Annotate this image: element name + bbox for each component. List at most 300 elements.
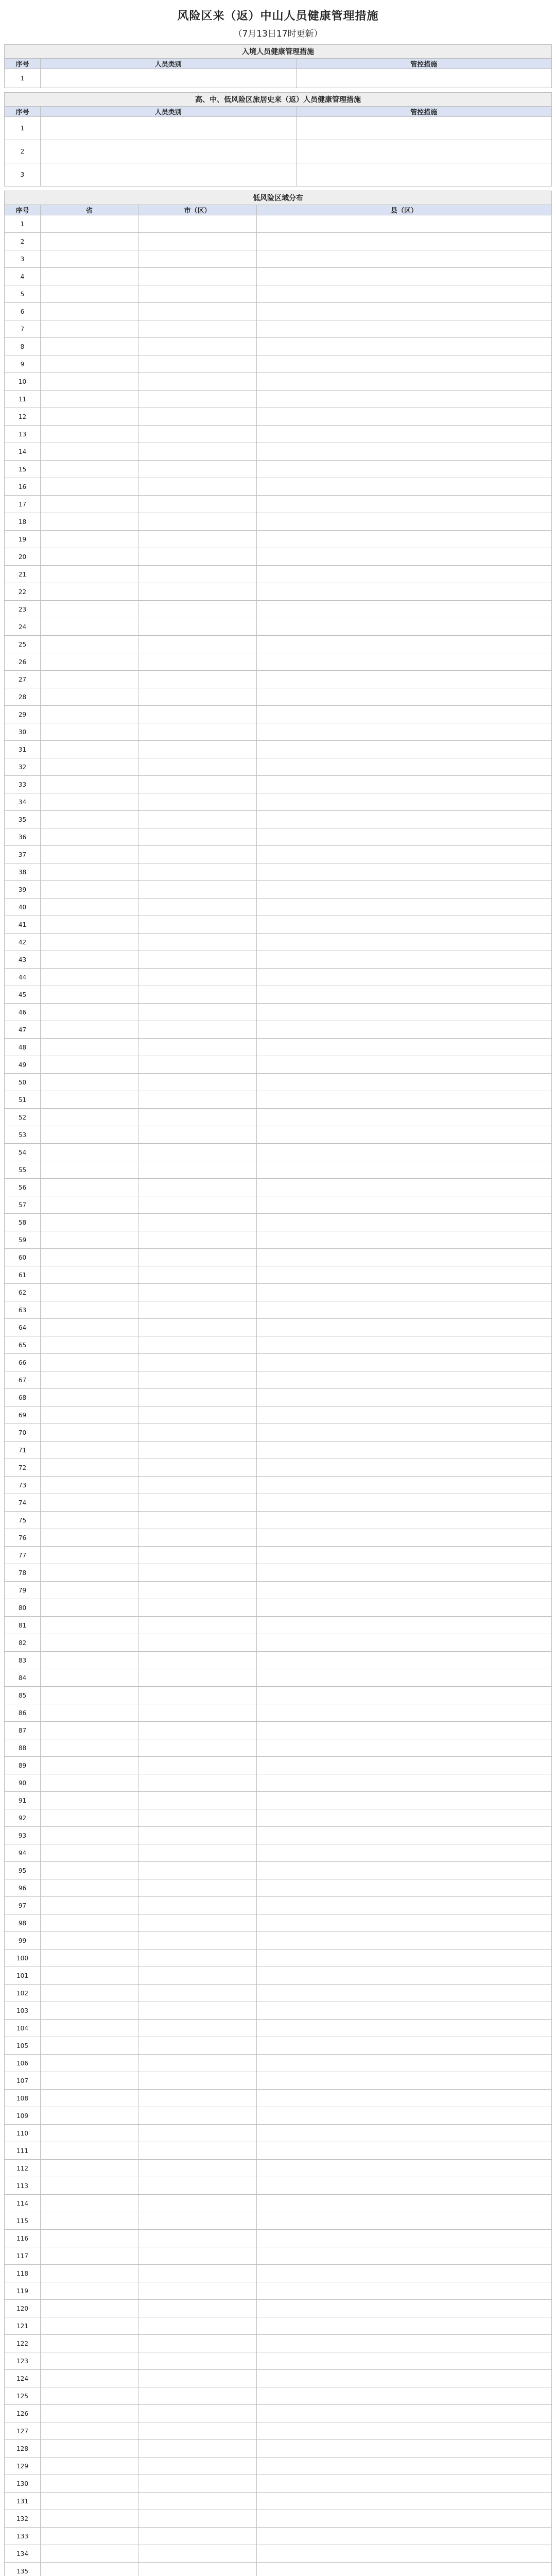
row-no: 27 (5, 671, 41, 688)
row-no: 45 (5, 986, 41, 1004)
row-county (257, 391, 552, 408)
row-county (257, 2545, 552, 2563)
row-no: 46 (5, 1004, 41, 1021)
row-city (138, 1109, 257, 1126)
row-province (41, 2387, 138, 2405)
row-province (41, 1301, 138, 1319)
table-row (5, 391, 552, 408)
row-province (41, 863, 138, 881)
risk-row-no: 3 (5, 163, 41, 187)
row-city (138, 2107, 257, 2125)
row-province (41, 1914, 138, 1932)
row-no: 93 (5, 1827, 41, 1844)
row-no: 22 (5, 583, 41, 601)
table-row (5, 250, 552, 268)
table-row (5, 338, 552, 355)
spacer (4, 187, 552, 191)
row-city (138, 1757, 257, 1774)
table-row (5, 986, 552, 1004)
row-province (41, 2177, 138, 2195)
row-county (257, 2300, 552, 2317)
row-province (41, 1424, 138, 1442)
row-province (41, 1354, 138, 1371)
row-city (138, 1039, 257, 1056)
row-county (257, 916, 552, 934)
risk-col-no: 序号 (5, 107, 41, 117)
row-city (138, 688, 257, 706)
table-row (5, 1809, 552, 1827)
row-province (41, 2563, 138, 2576)
row-no: 36 (5, 828, 41, 846)
row-county (257, 2528, 552, 2545)
row-no: 29 (5, 706, 41, 723)
row-county (257, 2282, 552, 2300)
row-province (41, 899, 138, 916)
row-city (138, 355, 257, 373)
entry-body (5, 69, 552, 88)
row-county (257, 2107, 552, 2125)
row-no: 51 (5, 1091, 41, 1109)
row-province (41, 1722, 138, 1739)
table-row (5, 320, 552, 338)
row-no: 57 (5, 1196, 41, 1214)
row-no: 58 (5, 1214, 41, 1231)
row-province (41, 1844, 138, 1862)
row-county (257, 1950, 552, 1967)
row-city (138, 1652, 257, 1669)
row-city (138, 828, 257, 846)
row-county (257, 2177, 552, 2195)
row-county (257, 793, 552, 811)
row-county (257, 1284, 552, 1301)
row-city (138, 1862, 257, 1879)
row-province (41, 1161, 138, 1179)
row-no: 40 (5, 899, 41, 916)
row-city (138, 215, 257, 233)
row-city (138, 1056, 257, 1074)
table-row (5, 268, 552, 285)
row-no: 3 (5, 250, 41, 268)
row-city (138, 2055, 257, 2072)
row-no: 37 (5, 846, 41, 863)
table-row (5, 303, 552, 320)
row-city (138, 1196, 257, 1214)
row-province (41, 793, 138, 811)
row-no: 49 (5, 1056, 41, 1074)
row-city (138, 881, 257, 899)
row-city (138, 741, 257, 758)
row-no: 2 (5, 233, 41, 250)
row-county (257, 548, 552, 566)
row-city (138, 1985, 257, 2002)
table-row (5, 741, 552, 758)
page-subtitle: （7月13日17时更新） (233, 29, 323, 39)
row-province (41, 2230, 138, 2247)
row-city (138, 1932, 257, 1950)
table-row (5, 1266, 552, 1284)
row-province (41, 1809, 138, 1827)
row-county (257, 2265, 552, 2282)
row-city (138, 1774, 257, 1792)
row-province (41, 1196, 138, 1214)
entry-row-no: 1 (5, 69, 41, 88)
row-no: 100 (5, 1950, 41, 1967)
row-province (41, 1336, 138, 1354)
row-province (41, 1547, 138, 1564)
table-row (5, 1126, 552, 1144)
row-province (41, 723, 138, 741)
table-row (5, 2458, 552, 2475)
row-county (257, 2125, 552, 2142)
row-county (257, 1424, 552, 1442)
row-city (138, 1179, 257, 1196)
row-province (41, 1582, 138, 1599)
table-row (5, 758, 552, 776)
row-city (138, 2440, 257, 2458)
row-county (257, 566, 552, 583)
row-city (138, 1792, 257, 1809)
row-province (41, 1021, 138, 1039)
row-county (257, 2493, 552, 2510)
row-no: 115 (5, 2212, 41, 2230)
row-province (41, 1967, 138, 1985)
row-province (41, 1109, 138, 1126)
low-col-no: 序号 (5, 205, 41, 215)
row-province (41, 2020, 138, 2037)
row-no: 4 (5, 268, 41, 285)
row-county (257, 2002, 552, 2020)
row-no: 61 (5, 1266, 41, 1284)
table-row (5, 408, 552, 426)
row-no: 32 (5, 758, 41, 776)
table-row (5, 1074, 552, 1091)
row-no: 104 (5, 2020, 41, 2037)
row-no: 34 (5, 793, 41, 811)
row-city (138, 2247, 257, 2265)
row-province (41, 1634, 138, 1652)
row-county (257, 1582, 552, 1599)
row-no: 39 (5, 881, 41, 899)
row-province (41, 478, 138, 496)
row-no: 1 (5, 215, 41, 233)
table-row (5, 1477, 552, 1494)
table-row (5, 1967, 552, 1985)
row-no: 59 (5, 1231, 41, 1249)
table-row (5, 2440, 552, 2458)
row-county (257, 338, 552, 355)
row-city (138, 2563, 257, 2576)
table-row (5, 2317, 552, 2335)
row-province (41, 846, 138, 863)
row-no: 41 (5, 916, 41, 934)
table-row (5, 1687, 552, 1704)
row-no: 109 (5, 2107, 41, 2125)
table-row (5, 2107, 552, 2125)
table-row (5, 776, 552, 793)
row-no: 107 (5, 2072, 41, 2090)
table-row (5, 2545, 552, 2563)
table-row (5, 1004, 552, 1021)
row-province (41, 461, 138, 478)
row-province (41, 2352, 138, 2370)
table-row (5, 478, 552, 496)
row-no: 82 (5, 1634, 41, 1652)
row-city (138, 776, 257, 793)
row-no: 118 (5, 2265, 41, 2282)
risk-row (5, 117, 552, 140)
row-county (257, 653, 552, 671)
row-county (257, 583, 552, 601)
row-no: 68 (5, 1389, 41, 1406)
row-county (257, 1389, 552, 1406)
row-no: 89 (5, 1757, 41, 1774)
risk-heading: 高、中、低风险区旅居史来（返）人员健康管理措施 (5, 93, 552, 107)
row-province (41, 2282, 138, 2300)
row-county (257, 2142, 552, 2160)
row-city (138, 1477, 257, 1494)
row-county (257, 443, 552, 461)
row-no: 26 (5, 653, 41, 671)
table-row (5, 426, 552, 443)
risk-row-type (41, 117, 297, 140)
risk-row-no: 2 (5, 140, 41, 163)
row-province (41, 636, 138, 653)
table-row (5, 1144, 552, 1161)
row-city (138, 2510, 257, 2528)
row-county (257, 1494, 552, 1512)
row-county (257, 986, 552, 1004)
row-county (257, 846, 552, 863)
entry-row (5, 69, 552, 88)
row-province (41, 741, 138, 758)
row-no: 128 (5, 2440, 41, 2458)
row-county (257, 1652, 552, 1669)
table-row (5, 2195, 552, 2212)
row-city (138, 233, 257, 250)
row-no: 119 (5, 2282, 41, 2300)
row-county (257, 268, 552, 285)
row-city (138, 2230, 257, 2247)
table-row (5, 2212, 552, 2230)
low-col-province: 省 (41, 205, 138, 215)
row-city (138, 811, 257, 828)
row-county (257, 2090, 552, 2107)
risk-table (4, 92, 552, 187)
row-county (257, 828, 552, 846)
row-province (41, 2247, 138, 2265)
row-province (41, 1687, 138, 1704)
row-no: 94 (5, 1844, 41, 1862)
row-county (257, 2230, 552, 2247)
row-province (41, 1284, 138, 1301)
row-province (41, 969, 138, 986)
row-city (138, 2352, 257, 2370)
row-county (257, 408, 552, 426)
row-no: 124 (5, 2370, 41, 2387)
row-county (257, 2352, 552, 2370)
table-row (5, 513, 552, 531)
row-city (138, 706, 257, 723)
row-no: 30 (5, 723, 41, 741)
table-row (5, 1564, 552, 1582)
risk-row (5, 163, 552, 187)
row-county (257, 1039, 552, 1056)
row-province (41, 688, 138, 706)
row-province (41, 1319, 138, 1336)
row-city (138, 2090, 257, 2107)
row-province (41, 1144, 138, 1161)
row-province (41, 706, 138, 723)
table-row (5, 1774, 552, 1792)
row-no: 9 (5, 355, 41, 373)
table-row (5, 2510, 552, 2528)
table-row (5, 916, 552, 934)
row-province (41, 1897, 138, 1914)
row-province (41, 618, 138, 636)
table-row (5, 1932, 552, 1950)
row-county (257, 863, 552, 881)
row-no: 133 (5, 2528, 41, 2545)
row-province (41, 2055, 138, 2072)
row-province (41, 1529, 138, 1547)
row-province (41, 355, 138, 373)
row-no: 79 (5, 1582, 41, 1599)
row-province (41, 951, 138, 969)
row-no: 24 (5, 618, 41, 636)
row-province (41, 1704, 138, 1722)
row-no: 132 (5, 2510, 41, 2528)
row-no: 127 (5, 2422, 41, 2440)
table-row (5, 899, 552, 916)
row-county (257, 1932, 552, 1950)
row-province (41, 2265, 138, 2282)
table-row (5, 2563, 552, 2576)
row-no: 11 (5, 391, 41, 408)
row-city (138, 2072, 257, 2090)
table-row (5, 2230, 552, 2247)
row-province (41, 531, 138, 548)
row-city (138, 1967, 257, 1985)
row-province (41, 1039, 138, 1056)
row-city (138, 636, 257, 653)
risk-row-type (41, 140, 297, 163)
table-row (5, 1757, 552, 1774)
row-province (41, 2405, 138, 2422)
low-col-city: 市（区） (138, 205, 257, 215)
row-county (257, 671, 552, 688)
table-row (5, 969, 552, 986)
row-no: 44 (5, 969, 41, 986)
row-county (257, 1914, 552, 1932)
row-province (41, 1231, 138, 1249)
row-city (138, 426, 257, 443)
table-row (5, 233, 552, 250)
row-county (257, 1985, 552, 2002)
row-county (257, 1336, 552, 1354)
table-row (5, 2072, 552, 2090)
row-no: 76 (5, 1529, 41, 1547)
table-row (5, 1529, 552, 1547)
risk-col-measure: 管控措施 (296, 107, 552, 117)
row-no: 92 (5, 1809, 41, 1827)
row-county (257, 1669, 552, 1687)
row-no: 75 (5, 1512, 41, 1529)
row-county (257, 1617, 552, 1634)
row-county (257, 1126, 552, 1144)
row-no: 55 (5, 1161, 41, 1179)
row-no: 129 (5, 2458, 41, 2475)
table-row (5, 443, 552, 461)
row-county (257, 776, 552, 793)
row-province (41, 758, 138, 776)
row-city (138, 793, 257, 811)
row-city (138, 548, 257, 566)
risk-row-measure (296, 163, 552, 187)
table-row (5, 355, 552, 373)
table-row (5, 1214, 552, 1231)
table-row (5, 1442, 552, 1459)
row-province (41, 881, 138, 899)
table-row (5, 601, 552, 618)
row-city (138, 583, 257, 601)
row-no: 113 (5, 2177, 41, 2195)
row-city (138, 1249, 257, 1266)
table-row (5, 2370, 552, 2387)
entry-col-measure: 管控措施 (296, 59, 552, 69)
row-city (138, 1617, 257, 1634)
row-province (41, 828, 138, 846)
table-row (5, 583, 552, 601)
row-county (257, 1967, 552, 1985)
low-risk-table (4, 191, 552, 2576)
table-row (5, 828, 552, 846)
table-row (5, 951, 552, 969)
row-city (138, 2177, 257, 2195)
row-city (138, 338, 257, 355)
row-city (138, 671, 257, 688)
row-county (257, 1249, 552, 1266)
row-province (41, 1617, 138, 1634)
row-county (257, 1179, 552, 1196)
table-row (5, 1985, 552, 2002)
table-row (5, 723, 552, 741)
table-row (5, 1914, 552, 1932)
table-row (5, 1371, 552, 1389)
row-no: 87 (5, 1722, 41, 1739)
low-risk-heading: 低风险区域分布 (5, 191, 552, 205)
row-province (41, 2212, 138, 2230)
row-no: 25 (5, 636, 41, 653)
row-county (257, 426, 552, 443)
row-city (138, 969, 257, 986)
row-city (138, 1459, 257, 1477)
row-province (41, 1494, 138, 1512)
row-no: 16 (5, 478, 41, 496)
row-city (138, 2002, 257, 2020)
table-row (5, 461, 552, 478)
row-no: 15 (5, 461, 41, 478)
table-row (5, 2475, 552, 2493)
entry-row-type (41, 69, 297, 88)
table-row (5, 636, 552, 653)
table-row (5, 846, 552, 863)
table-row (5, 1021, 552, 1039)
row-no: 99 (5, 1932, 41, 1950)
table-row (5, 2037, 552, 2055)
row-province (41, 2160, 138, 2177)
row-city (138, 1827, 257, 1844)
row-city (138, 2212, 257, 2230)
